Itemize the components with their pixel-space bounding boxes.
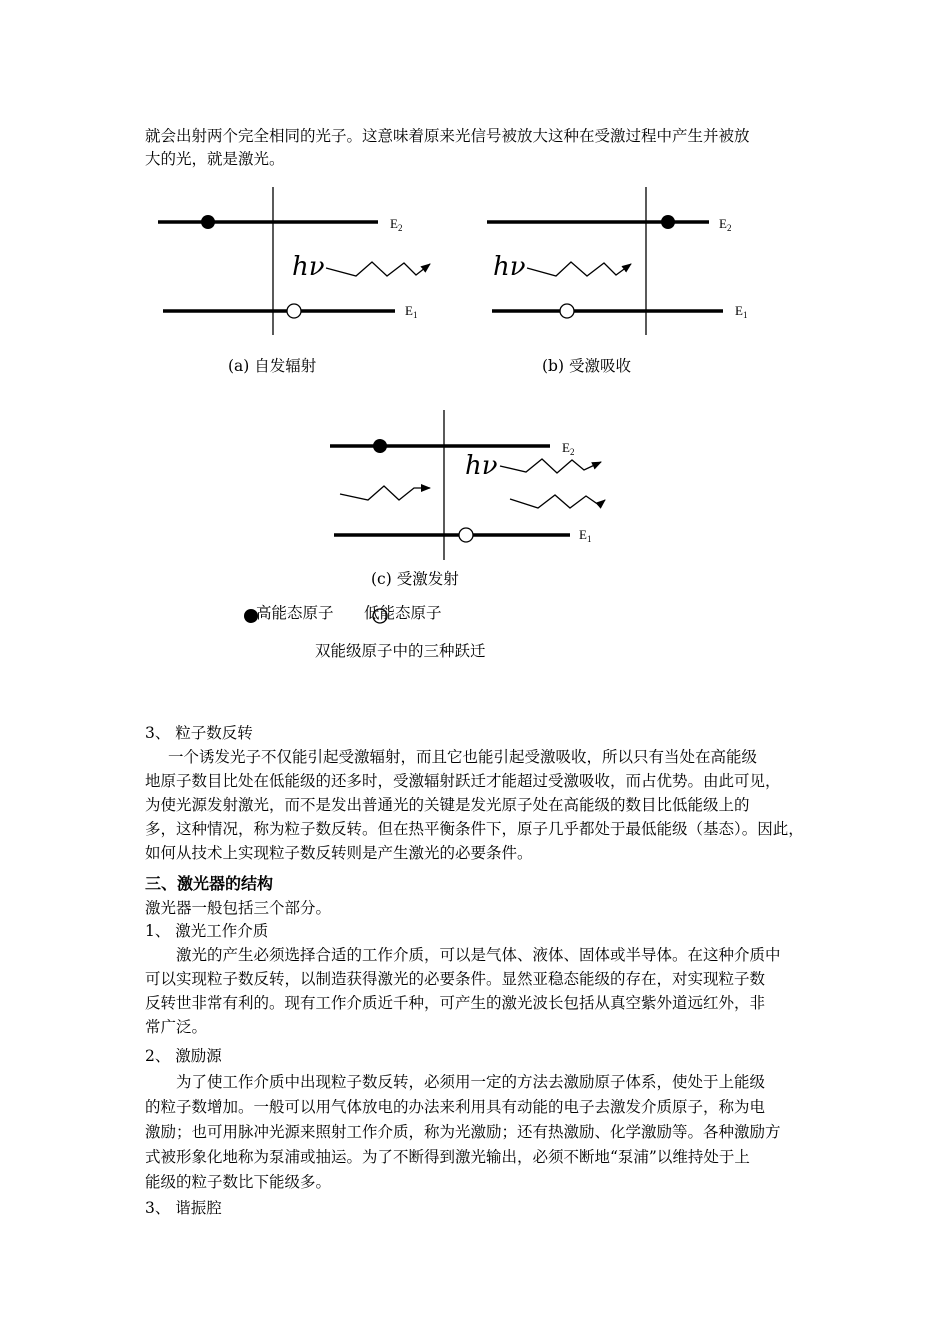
low-atom-icon bbox=[560, 304, 574, 318]
section3-line-2: 地原子数目比处在低能级的还多时，受激辐射跃迁才能超过受激吸收，而占优势。由此可见， bbox=[145, 772, 781, 790]
level-e1-label: $E_1$ bbox=[579, 527, 592, 544]
part2-line-5: 能级的粒子数比下能级多。 bbox=[145, 1173, 332, 1191]
legend-low-label: 低能态原子 bbox=[364, 604, 442, 622]
legend-high-label: 高能态原子 bbox=[256, 604, 334, 622]
section3-line-4: 多，这种情况，称为粒子数反转。但在热平衡条件下，原子几乎都处于最低能级（基态）。因此， bbox=[145, 820, 804, 838]
high-atom-icon bbox=[201, 215, 215, 229]
part2-line-4: 式被形象化地称为泵浦或抽运。为了不断得到激光输出，必须不断地“泵浦”以维持处于上 bbox=[145, 1148, 750, 1166]
part2-line-2: 的粒子数增加。一般可以用气体放电的办法来利用具有动能的电子去激发介质原子，称为电 bbox=[145, 1098, 766, 1116]
part2-title: 2、 激励源 bbox=[145, 1047, 222, 1065]
stimulated-photon-arrow-icon bbox=[510, 495, 605, 508]
level-e1-label: $E_1$ bbox=[405, 303, 418, 320]
part1-line-4: 常广泛。 bbox=[145, 1018, 208, 1036]
part1-line-3: 反转世非常有利的。现有工作介质近千种，可产生的激光波长包括从真空紫外道远红外，非 bbox=[145, 994, 766, 1012]
diagram-b bbox=[487, 187, 747, 335]
incident-photon-arrow-icon bbox=[340, 486, 430, 500]
photon-wave-arrow-icon bbox=[527, 262, 631, 276]
section3-line-1: 一个诱发光子不仅能引起受激辐射，而且它也能引起受激吸收，所以只有当处在高能级 bbox=[168, 748, 758, 766]
level-e1-label: $E_1$ bbox=[735, 303, 748, 320]
photon-symbol: hν bbox=[292, 252, 325, 282]
photon-symbol: hν bbox=[493, 252, 526, 282]
intro-line-1: 就会出射两个完全相同的光子。这意味着原来光信号被放大这种在受激过程中产生并被放 bbox=[145, 127, 750, 145]
level-e2-label: $E_2$ bbox=[390, 216, 403, 233]
caption-b: (b) 受激吸收 bbox=[542, 357, 631, 375]
level-e2-label: $E_2$ bbox=[719, 216, 732, 233]
level-e2-label: $E_2$ bbox=[562, 440, 575, 457]
caption-a: (a) 自发辐射 bbox=[228, 357, 317, 375]
low-atom-icon bbox=[459, 528, 473, 542]
emitted-photon-arrow-icon bbox=[500, 459, 601, 473]
part1-line-2: 可以实现粒子数反转，以制造获得激光的必要条件。显然亚稳态能级的存在，对实现粒子数 bbox=[145, 970, 766, 988]
low-atom-icon bbox=[287, 304, 301, 318]
figure-title: 双能级原子中的三种跃迁 bbox=[315, 642, 486, 660]
photon-symbol: hν bbox=[465, 451, 498, 481]
high-atom-icon bbox=[661, 215, 675, 229]
section3-line-5: 如何从技术上实现粒子数反转则是产生激光的必要条件。 bbox=[145, 844, 533, 862]
caption-c: (c) 受激发射 bbox=[371, 570, 459, 588]
part2-line-1: 为了使工作介质中出现粒子数反转，必须用一定的方法去激励原子体系，使处于上能级 bbox=[176, 1073, 766, 1091]
chapter3-heading: 三、激光器的结构 bbox=[145, 874, 274, 893]
part3-title: 3、 谐振腔 bbox=[145, 1199, 222, 1217]
diagram-c bbox=[330, 410, 605, 560]
chapter3-intro: 激光器一般包括三个部分。 bbox=[145, 899, 332, 917]
section3-title: 3、 粒子数反转 bbox=[145, 724, 253, 742]
high-atom-icon bbox=[373, 439, 387, 453]
section3-line-3: 为使光源发射激光，而不是发出普通光的关键是发光原子处在高能级的数目比低能级上的 bbox=[145, 796, 750, 814]
part1-title: 1、 激光工作介质 bbox=[145, 922, 269, 940]
intro-line-2: 大的光，就是激光。 bbox=[145, 150, 285, 168]
part2-line-3: 激励；也可用脉冲光源来照射工作介质，称为光激励；还有热激励、化学激励等。各种激励方 bbox=[145, 1123, 781, 1141]
diagram-a bbox=[158, 187, 430, 335]
part1-line-1: 激光的产生必须选择合适的工作介质，可以是气体、液体、固体或半导体。在这种介质中 bbox=[176, 946, 781, 964]
photon-wave-arrow-icon bbox=[326, 262, 430, 276]
